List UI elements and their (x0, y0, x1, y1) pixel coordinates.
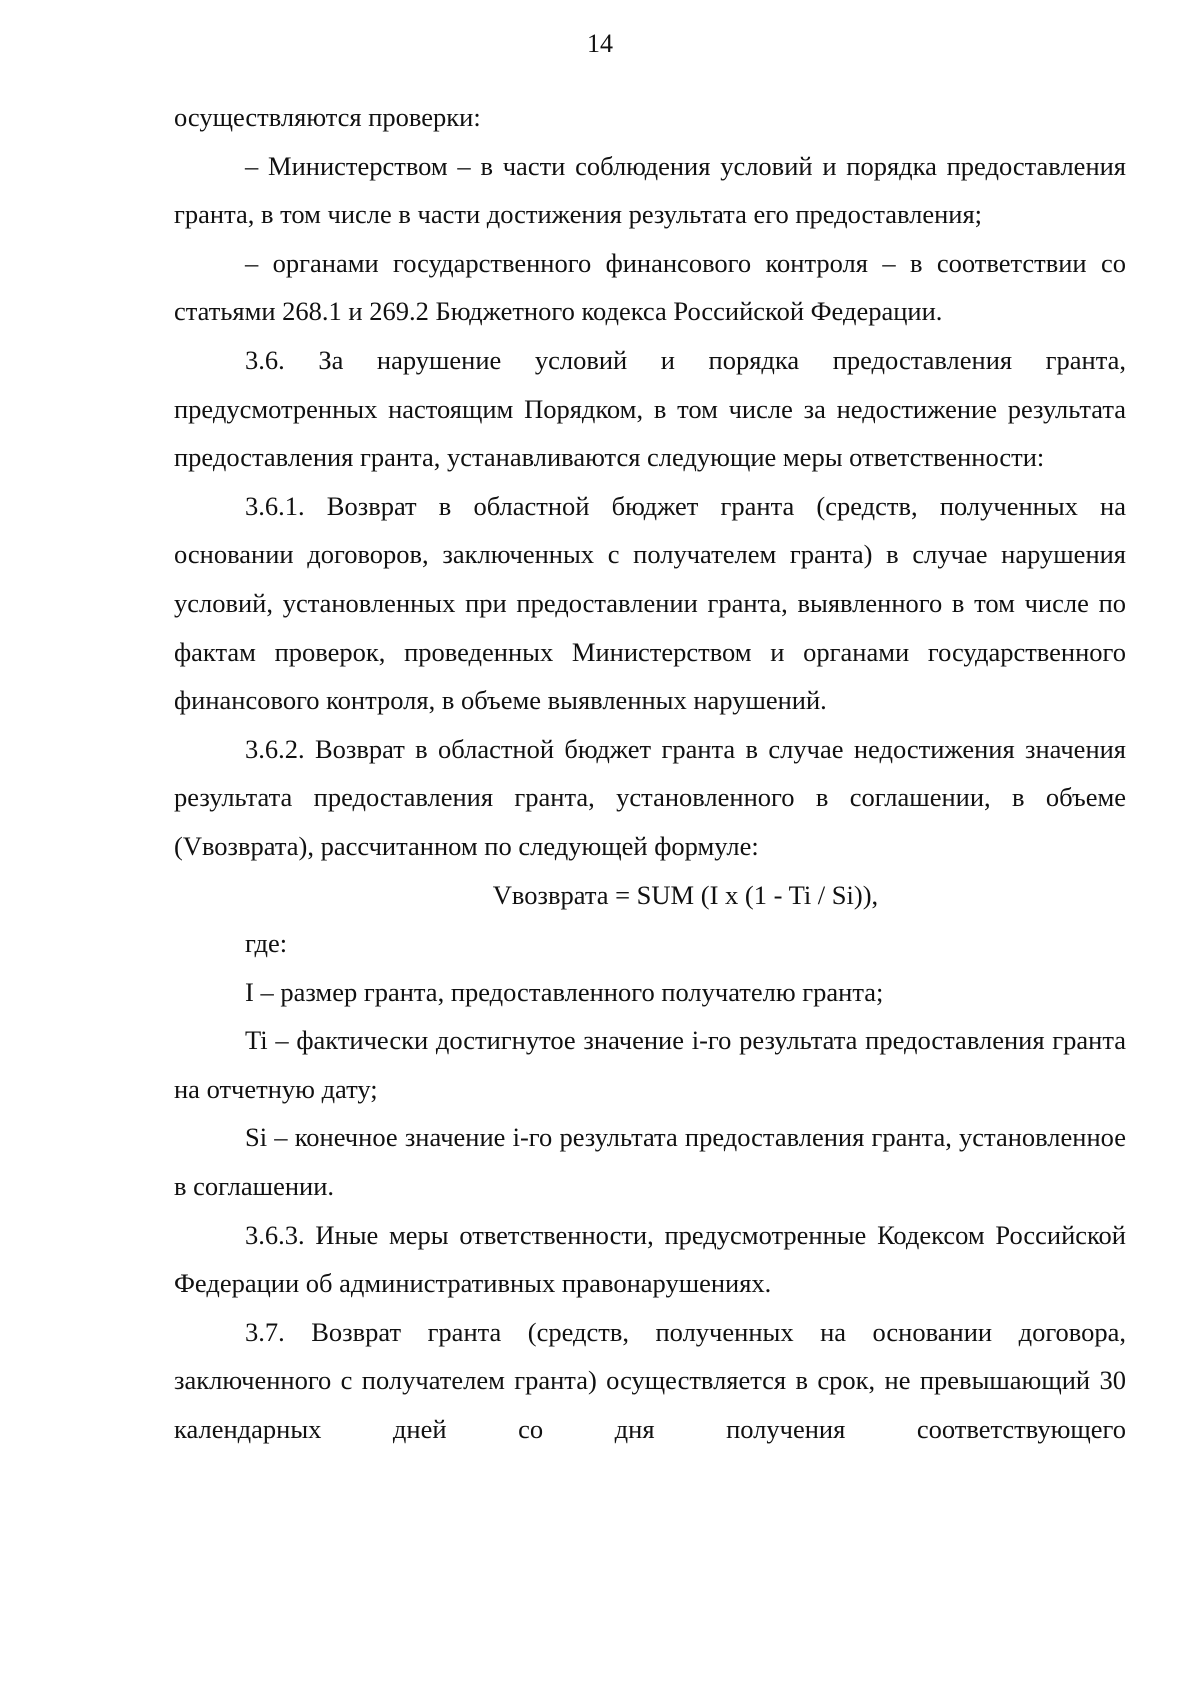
paragraph-financial-control: – органами государственного финансового контроля – в соответствии со статьями 268.1 и 269.2 Бюджетного кодекса Российской Федерации. (174, 247, 1126, 327)
paragraph-ministry-checks: – Министерством – в части соблюдения условий и порядка предоставления гранта, в том числе в части достижения результата его предоставления; (174, 150, 1126, 230)
paragraph-3-6-2: 3.6.2. Возврат в областной бюджет гранта в случае недостижения значения результата предоставления гранта, установленного в соглашении, в объеме (Vвозврата), рассчитанном по следующей формуле: (174, 733, 1126, 861)
paragraph-3-7: 3.7. Возврат гранта (средств, полученных на основании договора, заключенного с получателем гранта) осуществляется в срок, не превышающий 30 календарных дней со дня получения соответствующего (174, 1316, 1126, 1445)
paragraph-3-6-3: 3.6.3. Иные меры ответственности, предусмотренные Кодексом Российской Федерации об административных правонарушениях. (174, 1219, 1126, 1299)
definition-si: Si – конечное значение i-го результата предоставления гранта, установленное в соглашении. (174, 1122, 1126, 1202)
document-body (174, 93, 1126, 1454)
paragraph-continuation: осуществляются проверки: (174, 102, 481, 132)
paragraph-3-6: 3.6. За нарушение условий и порядка предоставления гранта, предусмотренных настоящим Порядком, в том числе за недостижение результата предоставления гранта, устанавливаются следующие меры ответственности: (174, 344, 1126, 473)
definition-i: I – размер гранта, предоставленного получателю гранта; (245, 976, 884, 1007)
paragraph-where: где: (245, 928, 288, 959)
page-number: 14 (587, 29, 613, 58)
paragraph-3-6-1: 3.6.1. Возврат в областной бюджет гранта (средств, полученных на основании договоров, заключенных с получателем гранта) в случае нарушения условий, установленных при предоставлении гранта, выявленного в том числе по фактам проверок, проведенных Министерством и органами государственного финансового контроля, в объеме выявленных нарушений. (174, 490, 1126, 716)
formula: Vвозврата = SUM (I x (1 - Ti / Si)), (492, 879, 879, 910)
definition-ti: Ti – фактически достигнутое значение i-го результата предоставления гранта на отчетную дату; (174, 1025, 1126, 1104)
